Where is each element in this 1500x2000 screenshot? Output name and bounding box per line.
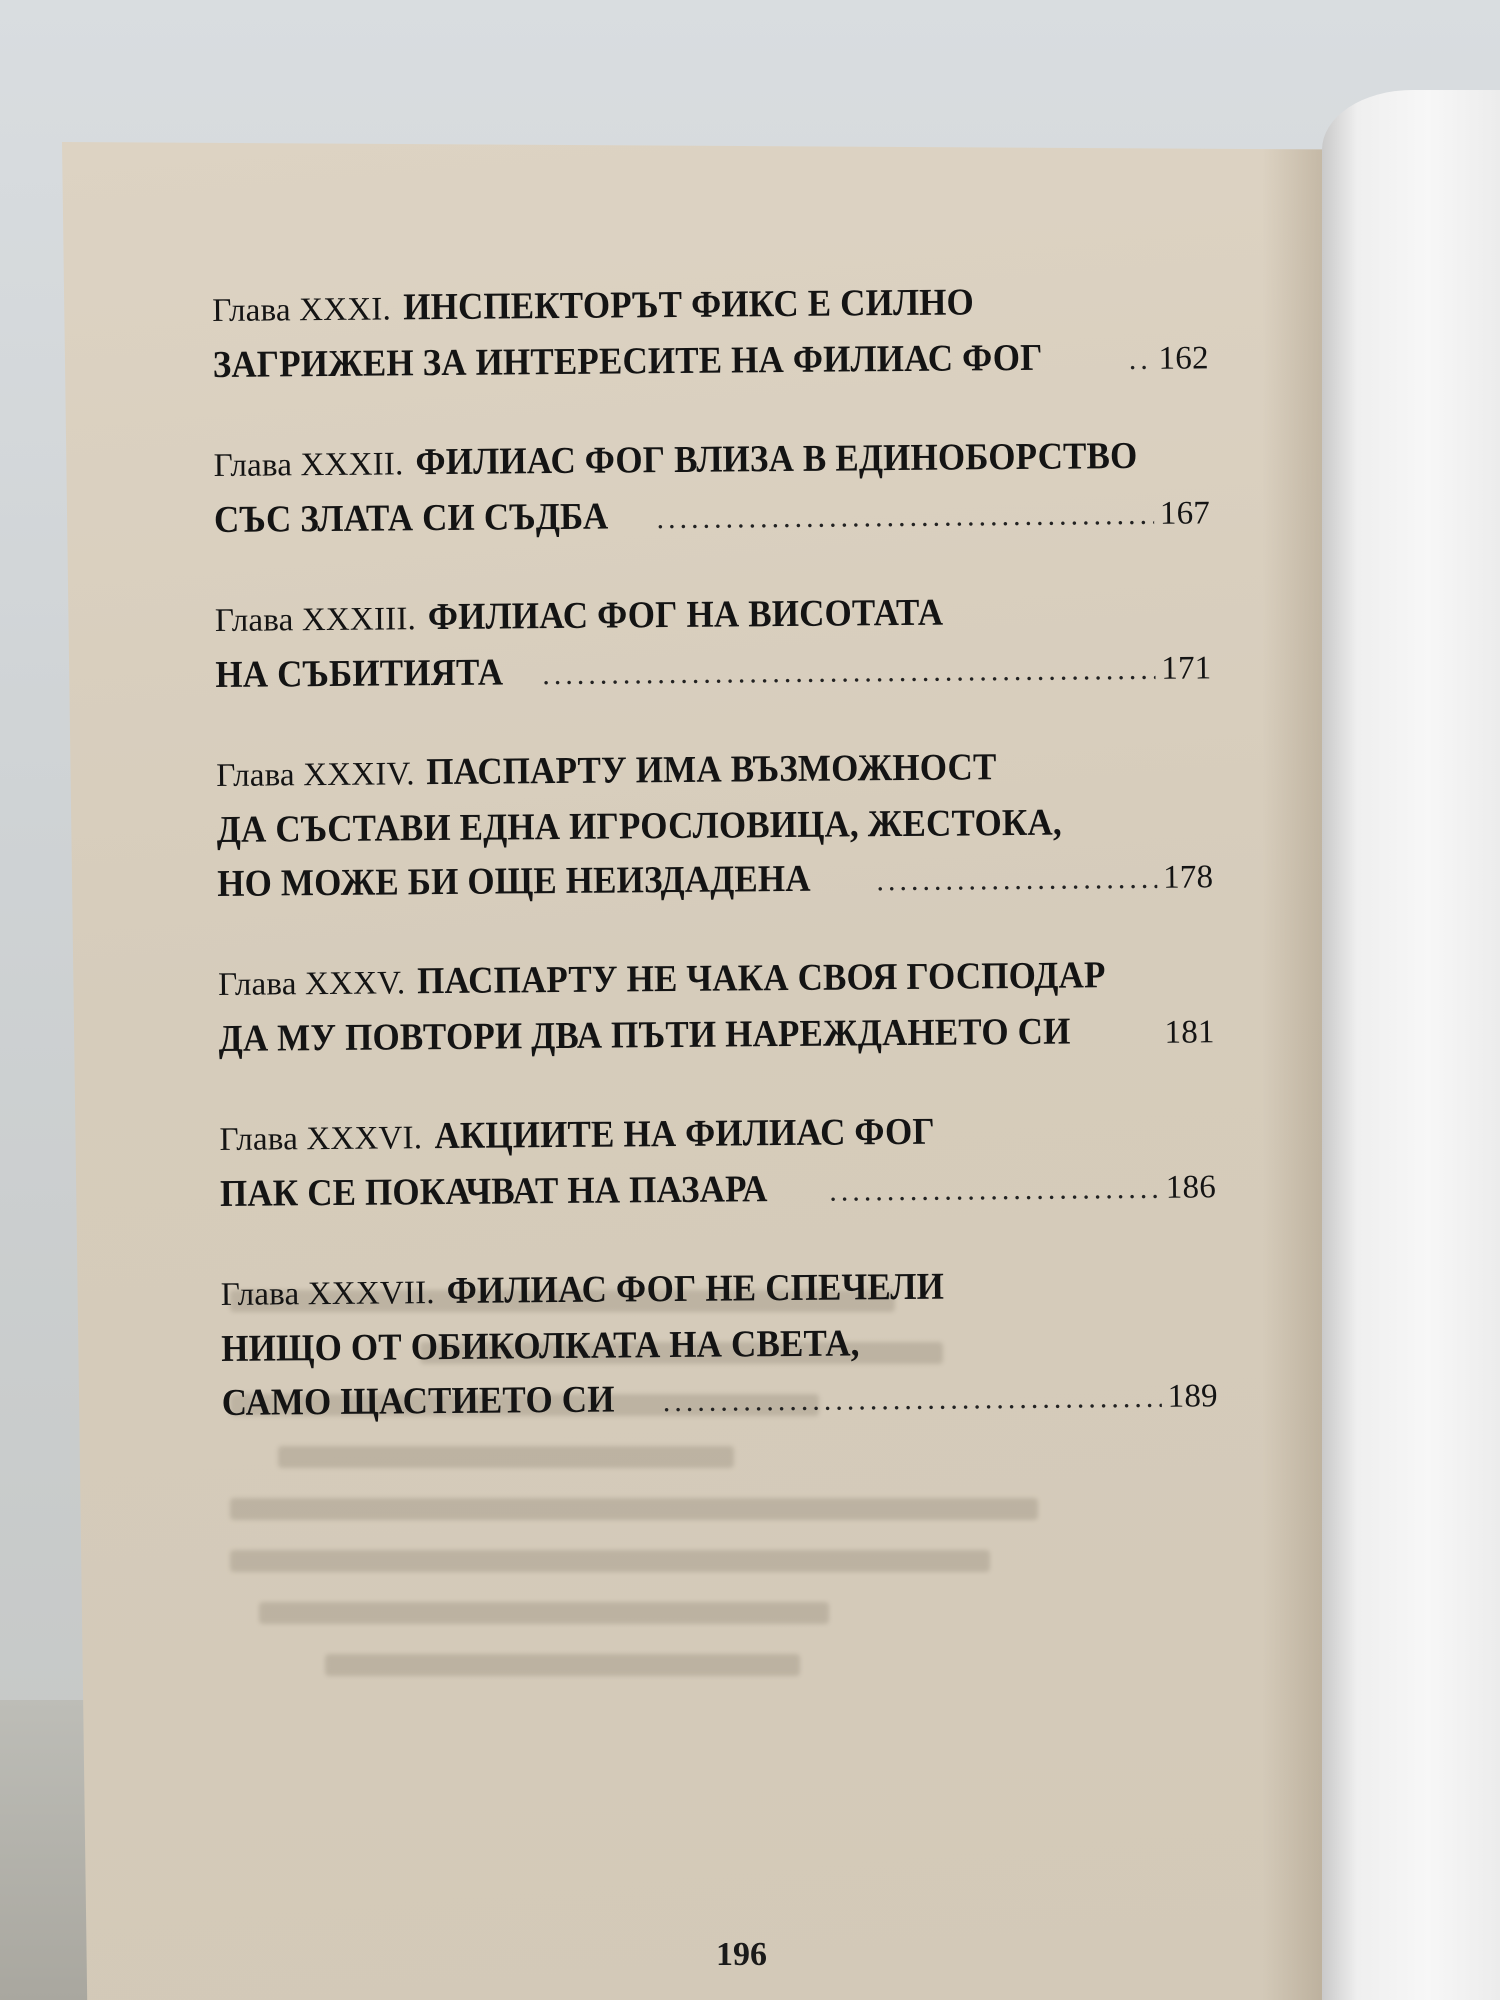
toc-entry-line bbox=[212, 273, 1208, 338]
toc-entry-line bbox=[212, 329, 1208, 395]
chapter-page-number: 178 bbox=[1162, 859, 1214, 896]
chapter-label: Глава XXXIII. bbox=[214, 601, 417, 639]
chapter-title-line: НИЩО ОТ ОБИКОЛКАТА НА СВЕТА, bbox=[221, 1322, 860, 1370]
chapter-title-line: НО МОЖЕ БИ ОЩЕ НЕИЗДАДЕНА bbox=[217, 857, 811, 905]
chapter-title-line: АКЦИИТЕ НА ФИЛИАС ФОГ bbox=[434, 1110, 935, 1158]
chapter-label: Глава XXXII. bbox=[213, 446, 404, 484]
toc-entry-line bbox=[215, 583, 1211, 648]
chapter-title-line: ДА МУ ПОВТОРИ ДВА ПЪТИ НАРЕЖДАНЕТО СИ bbox=[218, 1010, 1071, 1060]
chapter-title-line: ДА СЪСТАВИ ЕДНА ИГРОСЛОВИЦА, ЖЕСТОКА, bbox=[216, 801, 1062, 851]
chapter-page-number: 186 bbox=[1165, 1169, 1217, 1206]
page-gutter-shadow bbox=[1262, 142, 1322, 2000]
toc-entry-line bbox=[221, 1257, 1217, 1322]
toc-entry bbox=[216, 738, 1213, 914]
chapter-label: Глава XXXI. bbox=[212, 291, 392, 329]
chapter-title-line: ЗАГРИЖЕН ЗА ИНТЕРЕСИТЕ НА ФИЛИАС ФОГ bbox=[212, 336, 1043, 386]
chapter-title-line: ФИЛИАС ФОГ ВЛИЗА В ЕДИНОБОРСТВО bbox=[415, 434, 1138, 484]
chapter-label: Глава XXXV. bbox=[217, 965, 406, 1003]
toc-entry-line bbox=[218, 1003, 1214, 1069]
dot-leader bbox=[663, 1371, 1162, 1429]
toc-entry-line bbox=[214, 484, 1210, 550]
toc-entry bbox=[221, 1257, 1218, 1433]
chapter-title-line: ФИЛИАС ФОГ НА ВИСОТАТА bbox=[427, 591, 944, 639]
toc-entry-line bbox=[219, 1102, 1215, 1167]
toc-entry-line bbox=[218, 947, 1214, 1012]
toc-entry-line bbox=[213, 428, 1209, 493]
dot-leader bbox=[1129, 333, 1153, 387]
toc-entry-line bbox=[222, 1367, 1218, 1433]
chapter-label: Глава XXXVII. bbox=[220, 1275, 435, 1313]
chapter-title-line: ПАСПАРТУ НЕ ЧАКА СВОЯ ГОСПОДАР bbox=[417, 954, 1106, 1003]
toc-entry-line bbox=[217, 794, 1213, 857]
dot-leader bbox=[656, 488, 1154, 546]
toc-entry bbox=[212, 273, 1209, 395]
chapter-title-line: ФИЛИАС ФОГ НЕ СПЕЧЕЛИ bbox=[446, 1265, 945, 1312]
chapter-label: Глава XXXIV. bbox=[216, 756, 415, 794]
chapter-title-line: ПАСПАРТУ ИМА ВЪЗМОЖНОСТ bbox=[426, 746, 998, 794]
toc-entry-line bbox=[217, 848, 1213, 914]
chapter-label: Глава XXXVI. bbox=[219, 1120, 423, 1158]
chapter-page-number: 171 bbox=[1161, 650, 1212, 687]
toc-entry-line bbox=[216, 738, 1212, 803]
chapter-title-line: ИНСПЕКТОРЪТ ФИКС Е СИЛНО bbox=[402, 281, 974, 329]
toc-entry-line bbox=[220, 1158, 1216, 1224]
chapter-title-line: СЪС ЗЛАТА СИ СЪДБА bbox=[213, 495, 609, 541]
chapter-title-line: САМО ЩАСТИЕТО СИ bbox=[221, 1378, 615, 1424]
toc-entry bbox=[219, 1102, 1216, 1224]
toc-entry-line bbox=[215, 639, 1211, 705]
facing-page-edge bbox=[1322, 90, 1500, 2000]
toc-entry bbox=[215, 583, 1212, 705]
dot-leader bbox=[876, 852, 1157, 908]
chapter-page-number: 167 bbox=[1159, 495, 1211, 532]
table-of-contents bbox=[212, 273, 1218, 1475]
chapter-page-number: 162 bbox=[1158, 340, 1209, 377]
dot-leader bbox=[829, 1162, 1160, 1219]
toc-entry bbox=[213, 428, 1210, 550]
chapter-page-number: 181 bbox=[1164, 1014, 1215, 1051]
dot-leader bbox=[542, 643, 1155, 702]
chapter-page-number: 189 bbox=[1167, 1378, 1218, 1415]
page-number: 196 bbox=[716, 1936, 767, 1973]
chapter-title-line: ПАК СЕ ПОКАЧВАТ НА ПАЗАРА bbox=[219, 1168, 768, 1215]
toc-entry bbox=[218, 947, 1215, 1069]
chapter-title-line: НА СЪБИТИЯТА bbox=[215, 651, 504, 696]
toc-entry-line bbox=[221, 1313, 1217, 1376]
